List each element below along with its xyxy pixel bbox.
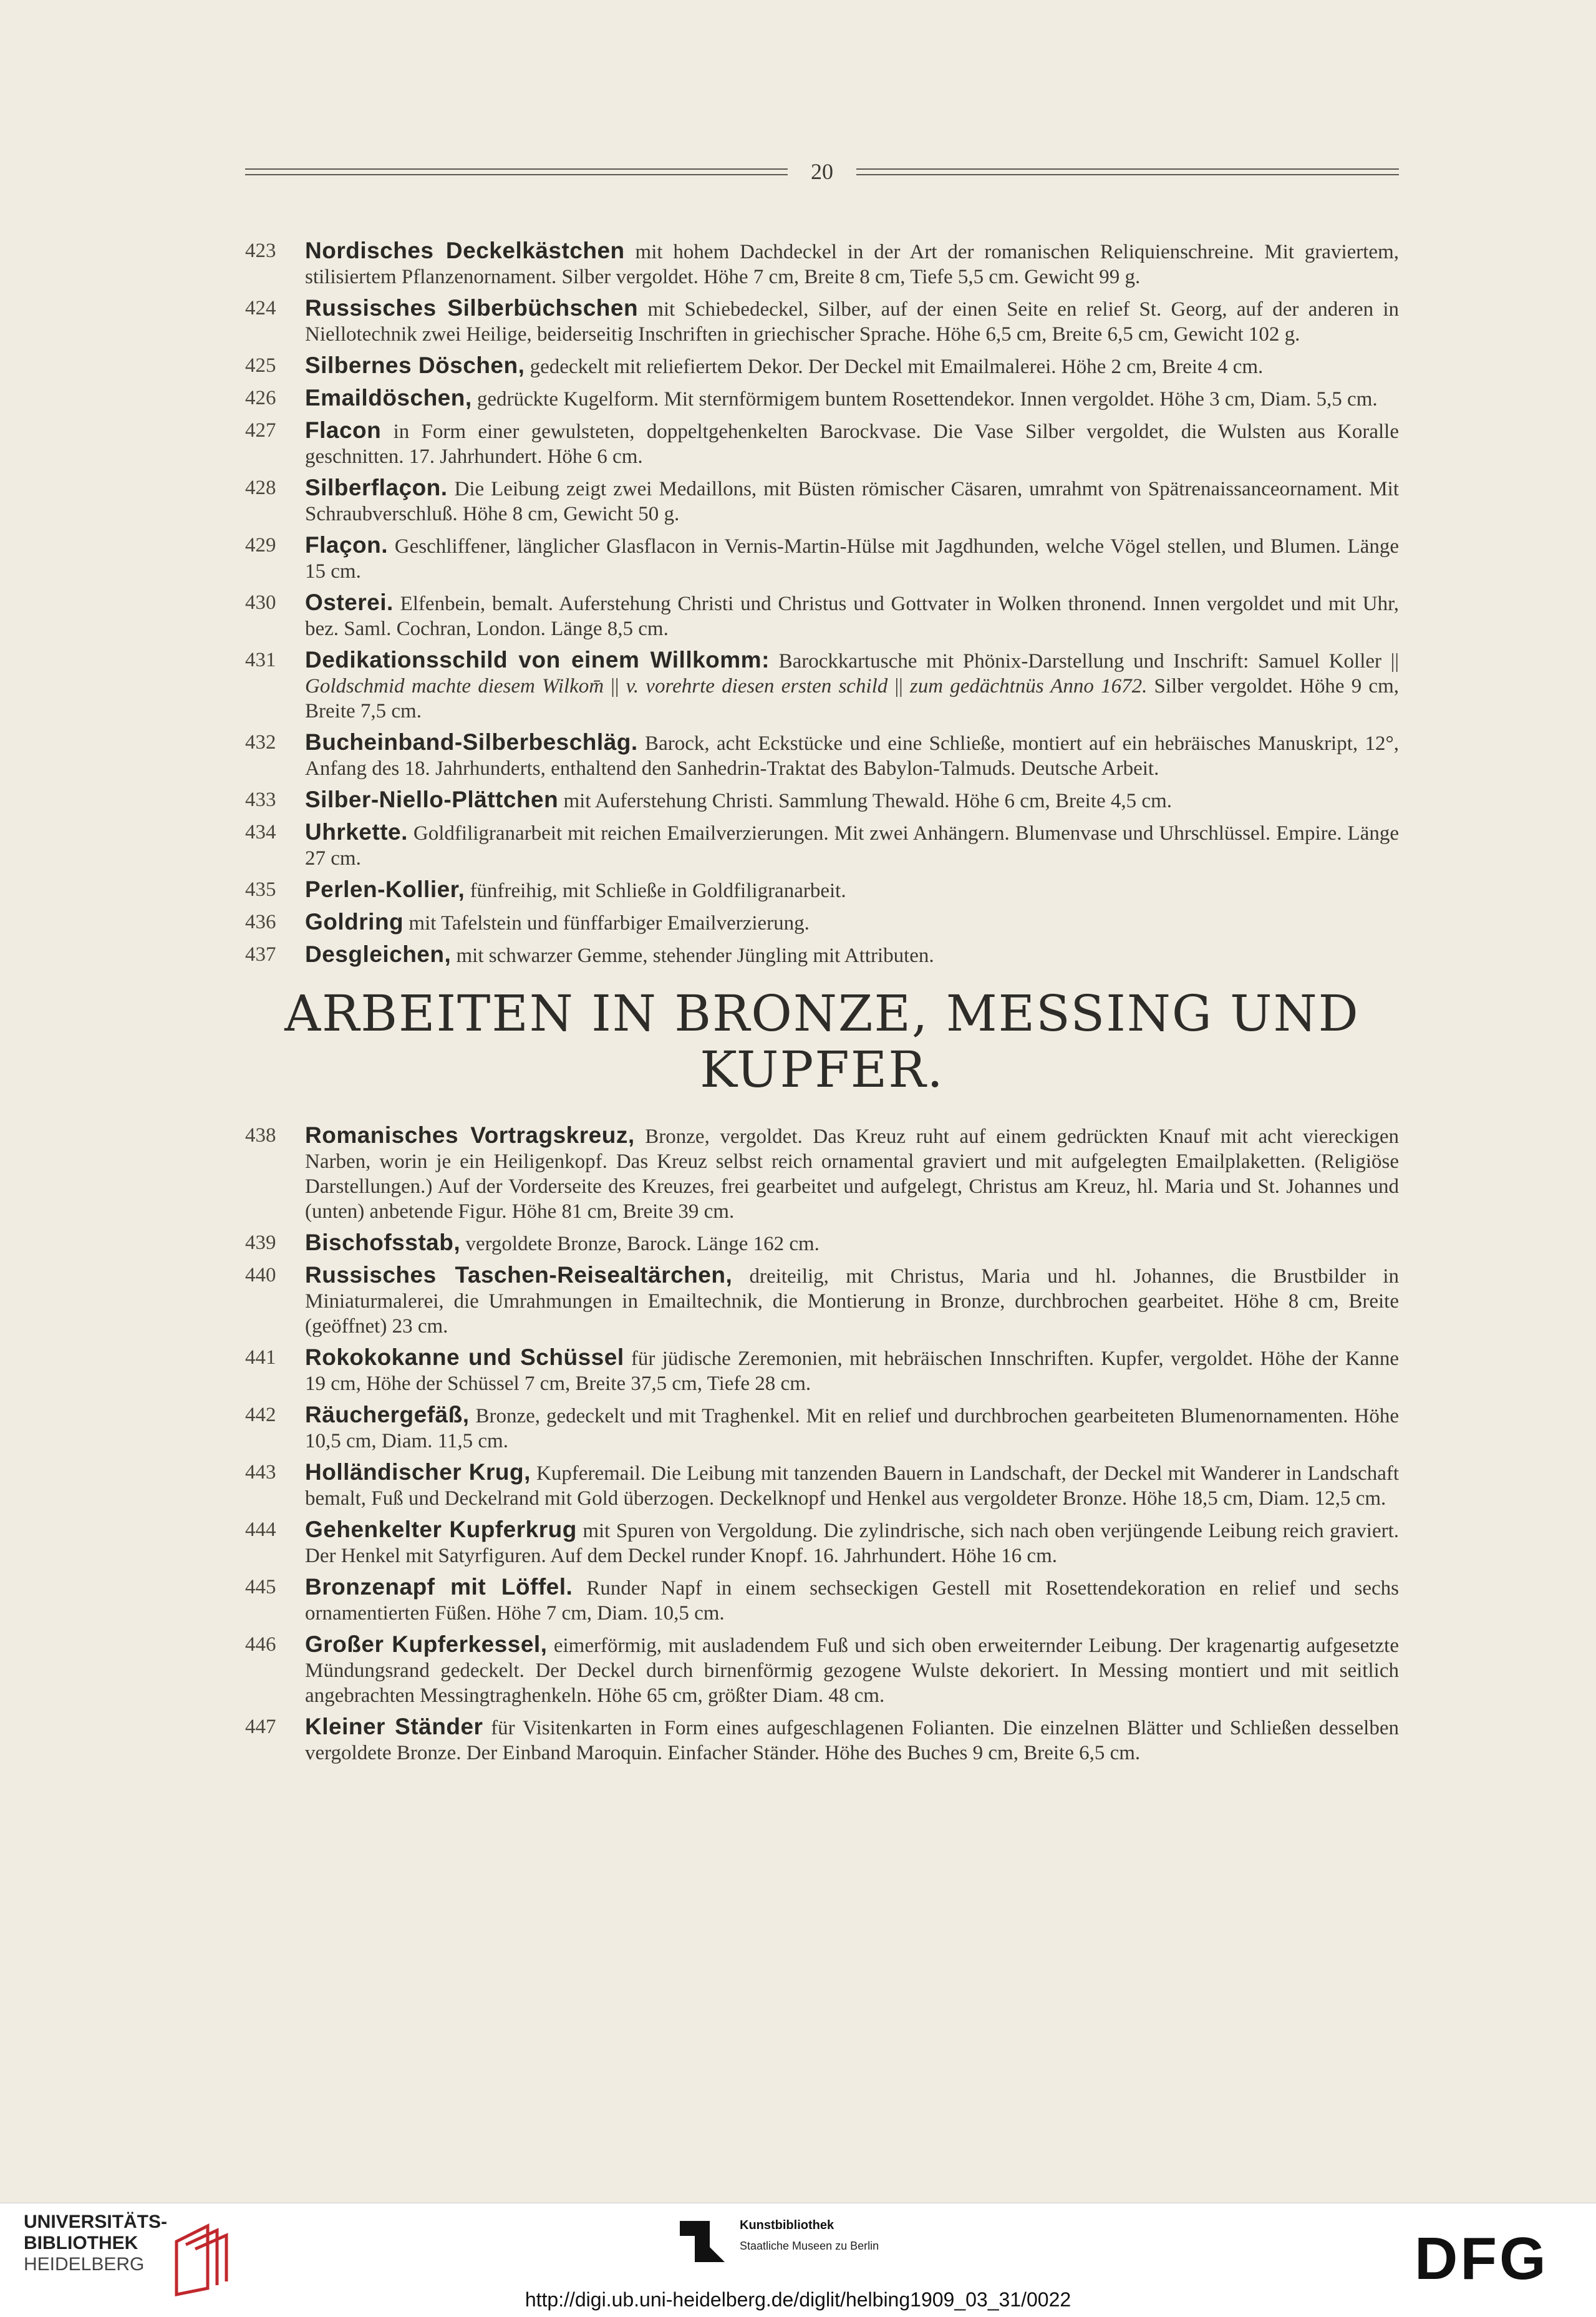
- header-rule-right: [856, 168, 1399, 182]
- catalog-entry: [245, 590, 1399, 641]
- entry-number: 431: [245, 649, 276, 671]
- entry-heading: Desgleichen,: [305, 941, 452, 967]
- entry-heading: Kleiner Ständer: [305, 1714, 483, 1739]
- entry-heading: Dedikationsschild von einem Willkomm:: [305, 647, 770, 673]
- entry-heading: Silber-Niello-Plättchen: [305, 787, 559, 812]
- entry-heading: Bucheinband-Silberbeschläg.: [305, 729, 638, 755]
- kunstbibliothek-subtitle: Staatliche Museen zu Berlin: [740, 2240, 879, 2252]
- entry-text: Barockkartusche mit Phönix-Darstellung und Inschrift: Samuel Koller ||: [769, 650, 1399, 673]
- entry-text: dreiteilig, mit Christus, Maria und hl. Johannes, die Brustbilder in Miniaturmalerei, die Umrahmungen in Emailtechnik, die Montierung in Bronze, durchbrochen gearbeitet. Höhe 8 cm, Breite (geöffnet) 23 cm.: [305, 1265, 1399, 1338]
- entry-text: Silber vergoldet. Höhe 9 cm, Breite 7,5 cm.: [305, 675, 1400, 722]
- ub-logo-line: HEIDELBERG: [24, 2254, 145, 2275]
- entry-number: 437: [245, 943, 276, 966]
- catalog-entry: [245, 1714, 1399, 1766]
- entry-text: ||: [887, 675, 910, 697]
- entry-number: 443: [245, 1461, 276, 1484]
- catalog-content: [245, 238, 1399, 1772]
- catalog-entry: [245, 418, 1399, 469]
- entry-text: Goldfiligranarbeit mit reichen Emailverzierungen. Mit zwei Anhängern. Blumenvase und Uhrschlüssel. Empire. Länge 27 cm.: [305, 822, 1399, 870]
- entry-number: 447: [245, 1716, 276, 1738]
- page-header: [245, 155, 1399, 192]
- entry-text: mit Spuren von Vergoldung. Die zylindrische, sich nach oben verjüngende Leibung reich graviert. Der Henkel mit Satyrfiguren. Auf dem Deckel runder Knopf. 16. Jahrhundert. Höhe 16 cm.: [305, 1520, 1399, 1567]
- entry-heading: Großer Kupferkessel,: [305, 1631, 548, 1657]
- catalog-entry: [245, 1402, 1399, 1454]
- entry-heading: Goldring: [305, 909, 404, 935]
- catalog-entry: [245, 1632, 1399, 1708]
- entry-heading: Räuchergefäß,: [305, 1402, 470, 1427]
- entry-heading: Rokokokanne und Schüssel: [305, 1344, 624, 1370]
- entry-heading: Gehenkelter Kupferkrug: [305, 1517, 577, 1542]
- kunstbibliothek-title: Kunstbibliothek: [740, 2218, 834, 2232]
- entry-heading: Nordisches Deckelkästchen: [305, 238, 625, 263]
- catalog-entry: [245, 1230, 1399, 1256]
- entry-text: Runder Napf in einem sechseckigen Gestell mit Rosettendekoration en relief und sechs ornamentierten Füßen. Höhe 7 cm, Diam. 10,5 cm.: [305, 1577, 1399, 1625]
- entry-text: mit Tafelstein und fünffarbiger Emailverzierung.: [404, 912, 810, 935]
- entry-number: 430: [245, 591, 276, 614]
- catalog-entry: [245, 1345, 1399, 1396]
- entries-top: [245, 238, 1399, 641]
- entry-heading: Flacon: [305, 417, 382, 443]
- catalog-entry: [245, 353, 1399, 379]
- entry-heading: Silberflaçon.: [305, 475, 448, 500]
- ub-heidelberg-logo-icon: [164, 2217, 233, 2298]
- catalog-entry: [245, 1123, 1399, 1224]
- entry-text: mit Schiebedeckel, Silber, auf der einen Seite en relief St. Georg, auf der anderen in Niellotechnik zwei Heilige, beiderseitig Inschriften in griechischer Sprache. Höhe 6,5 cm, Breite 6,5 cm, Gewicht 102 g.: [305, 298, 1399, 346]
- entry-text: Barock, acht Eckstücke und eine Schließe, montiert auf ein hebräisches Manuskript, 12°, Anfang des 18. Jahrhunderts, enthaltend den Sanhedrin-Traktat des Babylon-Talmuds. Deutsche Arbeit.: [305, 732, 1399, 780]
- entry-text: Bronze, vergoldet. Das Kreuz ruht auf einem gedrückten Knauf mit acht viereckigen Narben, worin je ein Heiligenkopf. Das Kreuz selbst reich ornamental graviert und mit aufgelegten Emailplaketten. (Religiöse Darstellungen.) Auf der Vorderseite des Kreuzes, frei gearbeitet und aufgelegt, Christus am Kreuz, hl. Maria und St. Johannes und (unten) anbetende Figur. Höhe 81 cm, Breite 39 cm.: [305, 1125, 1399, 1223]
- inscription-text: zum gedächtnüs Anno 1672.: [909, 675, 1148, 697]
- entry-text: mit Auferstehung Christi. Sammlung Thewald. Höhe 6 cm, Breite 4,5 cm.: [558, 790, 1172, 812]
- entry-number: 432: [245, 731, 276, 754]
- entry-heading: Holländischer Krug,: [305, 1459, 531, 1485]
- entry-text: Bronze, gedeckelt und mit Traghenkel. Mit en relief und durchbrochen gearbeiteten Blumenornamenten. Höhe 10,5 cm, Diam. 11,5 cm.: [305, 1405, 1399, 1452]
- entry-heading: Osterei.: [305, 590, 394, 615]
- section-heading-line: ARBEITEN IN BRONZE, MESSING UND: [284, 984, 1360, 1042]
- entry-text: Die Leibung zeigt zwei Medaillons, mit Büsten römischer Cäsaren, umrahmt von Spätrenaissanceornament. Mit Schraubverschluß. Höhe 8 cm, Gewicht 50 g.: [305, 478, 1399, 525]
- catalog-entry: [245, 386, 1399, 412]
- entry-heading: Russisches Taschen-Reisealtärchen,: [305, 1262, 733, 1288]
- entry-heading: Bronzenapf mit Löffel.: [305, 1574, 573, 1600]
- entry-text: eimerförmig, mit ausladendem Fuß und sich oben erweiternder Leibung. Der kragenartig aufgesetzte Mündungsrand gedeckelt. Der Deckel durch birnenförmig gezogene Wulste dekoriert. In Messing montiert und mit seitlich angebrachten Messingtraghenkeln. Höhe 65 cm, größter Diam. 48 cm.: [305, 1635, 1399, 1707]
- catalog-entry: [245, 1460, 1399, 1511]
- ub-logo-line: BIBLIOTHEK: [24, 2233, 138, 2253]
- entry-number: 436: [245, 911, 276, 933]
- entry-heading: Bischofsstab,: [305, 1230, 461, 1255]
- entry-text: Geschliffener, länglicher Glasflacon in Vernis-Martin-Hülse mit Jagdhunden, welche Vögel stellen, und Blumen. Länge 15 cm.: [305, 535, 1399, 583]
- catalog-entry: [245, 787, 1399, 814]
- catalog-entry: [245, 820, 1399, 871]
- entry-number: 428: [245, 477, 276, 499]
- entry-number: 425: [245, 354, 276, 377]
- entry-number: 427: [245, 419, 276, 442]
- entry-number: 435: [245, 878, 276, 901]
- entry-text: gedrückte Kugelform. Mit sternförmigem buntem Rosettendekor. Innen vergoldet. Höhe 3 cm, Diam. 5,5 cm.: [472, 388, 1378, 410]
- page-number: 20: [811, 159, 833, 184]
- catalog-entry: [245, 730, 1399, 781]
- kunstbibliothek-logo[interactable]: [680, 2213, 942, 2276]
- entry-number: 434: [245, 821, 276, 843]
- entry-number: 446: [245, 1633, 276, 1656]
- section-heading-line: KUPFER.: [700, 1041, 944, 1099]
- entry-text: fünfreihig, mit Schließe in Goldfiligranarbeit.: [465, 880, 846, 902]
- ub-logo-line: UNIVERSITÄTS-: [24, 2212, 168, 2232]
- entry-heading: Russisches Silberbüchschen: [305, 295, 639, 321]
- entry-number: 445: [245, 1576, 276, 1598]
- entry-number: 433: [245, 789, 276, 811]
- catalog-entry: [245, 1263, 1399, 1339]
- catalog-entry: [245, 942, 1399, 968]
- catalog-entry-431: [245, 648, 1399, 724]
- entry-text: ||: [604, 675, 626, 697]
- entry-number: 429: [245, 534, 276, 556]
- dfg-logo-text: DFG: [1415, 2230, 1549, 2286]
- entry-number: 439: [245, 1231, 276, 1254]
- entry-number: 423: [245, 240, 276, 262]
- catalog-entry: [245, 475, 1399, 527]
- entry-number: 424: [245, 297, 276, 319]
- entry-text: in Form einer gewulsteten, doppeltgehenkelten Barockvase. Die Vase Silber vergoldet, die Wulsten aus Koralle geschnitten. 17. Jahrhundert. Höhe 6 cm.: [305, 420, 1399, 468]
- catalog-entry: [245, 910, 1399, 936]
- entry-text: gedeckelt mit reliefiertem Dekor. Der Deckel mit Emailmalerei. Höhe 2 cm, Breite 4 cm.: [525, 356, 1264, 378]
- entry-number: 440: [245, 1264, 276, 1286]
- entry-heading: Uhrkette.: [305, 819, 408, 845]
- catalog-entry: [245, 533, 1399, 584]
- entry-heading: Perlen-Kollier,: [305, 877, 465, 902]
- entries-bottom: [245, 1123, 1399, 1766]
- entry-number: 444: [245, 1518, 276, 1541]
- catalog-entry: [245, 1575, 1399, 1626]
- entry-text: mit hohem Dachdeckel in der Art der romanischen Reliquienschreine. Mit graviertem, stilisiertem Pflanzenornament. Silber vergoldet. Höhe 7 cm, Breite 8 cm, Tiefe 5,5 cm. Gewicht 99 g.: [305, 241, 1399, 288]
- inscription-text: Goldschmid machte diesem Wilkom̄: [305, 675, 604, 697]
- catalog-entry: [245, 296, 1399, 347]
- catalog-entry: [245, 1517, 1399, 1568]
- kunstbibliothek-logo-icon: [680, 2221, 725, 2262]
- entry-heading: Romanisches Vortragskreuz,: [305, 1122, 635, 1148]
- entry-text: Kupferemail. Die Leibung mit tanzenden Bauern in Landschaft, der Deckel mit Wanderer in Landschaft bemalt, Fuß und Deckelrand mit Gold überzogen. Deckelknopf und Henkel aus vergoldeter Bronze. Höhe 18,5 cm, Diam. 12,5 cm.: [305, 1462, 1399, 1510]
- entry-number: 426: [245, 387, 276, 409]
- entry-text: für jüdische Zeremonien, mit hebräischen Innschriften. Kupfer, vergoldet. Höhe der Kanne 19 cm, Höhe der Schüssel 7 cm, Breite 37,5 cm, Tiefe 28 cm.: [305, 1348, 1400, 1395]
- entry-text: Elfenbein, bemalt. Auferstehung Christi und Christus und Gottvater in Wolken thronend. Innen vergoldet und mit Uhr, bez. Saml. Cochran, London. Länge 8,5 cm.: [305, 593, 1399, 640]
- entry-number: 438: [245, 1124, 276, 1147]
- permalink-url[interactable]: http://digi.ub.uni-heidelberg.de/diglit/helbing1909_03_31/0022: [525, 2288, 1071, 2311]
- entry-heading: Flaçon.: [305, 532, 389, 558]
- dfg-logo-icon[interactable]: [1415, 2230, 1575, 2286]
- entry-text: mit schwarzer Gemme, stehender Jüngling mit Attributen.: [451, 945, 934, 967]
- catalog-entry: [245, 238, 1399, 289]
- catalog-entry: [245, 877, 1399, 903]
- entries-mid: [245, 730, 1399, 968]
- entry-number: 441: [245, 1346, 276, 1369]
- inscription-text: v. vorehrte diesen ersten schild: [626, 675, 888, 697]
- section-heading: [245, 986, 1399, 1098]
- entry-text: für Visitenkarten in Form eines aufgeschlagenen Folianten. Die einzelnen Blätter und Schließen desselben vergoldete Bronze. Der Einband Maroquin. Einfacher Ständer. Höhe des Buches 9 cm, Breite 6,5 cm.: [305, 1717, 1399, 1764]
- entry-number: 442: [245, 1404, 276, 1426]
- entry-heading: Silbernes Döschen,: [305, 352, 525, 378]
- entry-heading: Emaildöschen,: [305, 385, 472, 410]
- entry-text: vergoldete Bronze, Barock. Länge 162 cm.: [460, 1233, 820, 1255]
